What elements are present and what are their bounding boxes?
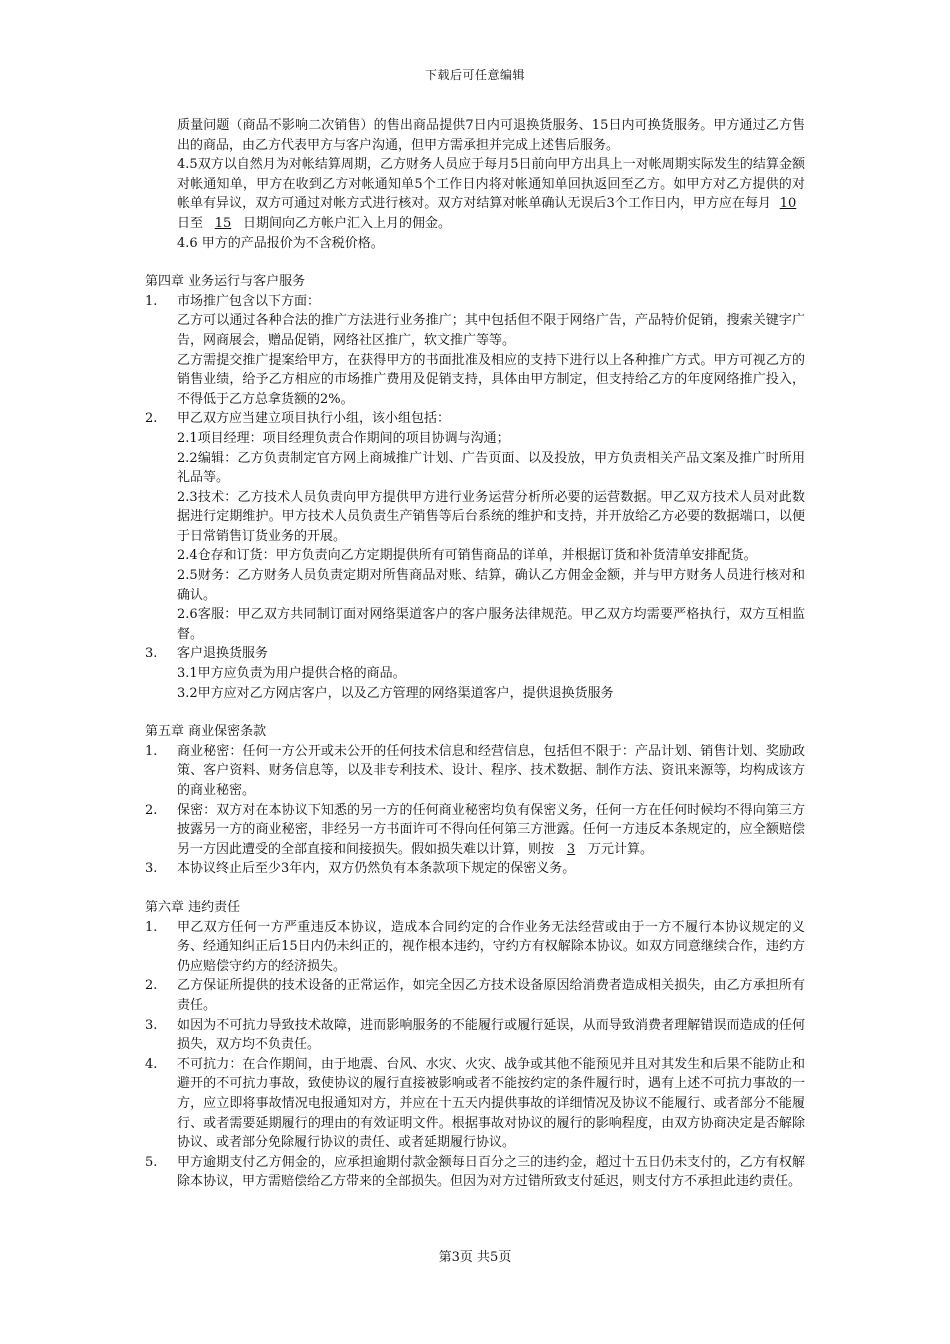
ch4-sub-2-5: 2.5财务：乙方财务人员负责定期对所售商品对账、结算，确认乙方佣金金额，并与甲方财务人员进行核对和确认。 — [177, 568, 805, 603]
chapter-5-title: 第五章 商业保密条款 — [145, 724, 267, 740]
ch4-item-1-para-2: 乙方需提交推广提案给甲方，在获得甲方的书面批准及相应的支持下进行以上各种推广方式。甲方可视乙方的销售业绩，给予乙方相应的市场推广费用及促销支持，具体由甲方制定，但支持给乙方的年度网络推广投入，不得低于乙方总拿货额的2%。 — [177, 352, 805, 407]
ch6-item-2: 2. 乙方保证所提供的技术设备的正常运作，如完全因乙方技术设备原因给消费者造成相关损失，由乙方承担所有责任。 — [145, 978, 805, 1013]
day-end-blank: 15 — [214, 215, 232, 231]
ch4-sub-3-2: 3.2甲方应对乙方网店客户，以及乙方管理的网络渠道客户，提供退换货服务 — [177, 685, 614, 701]
ch4-sub-2-3: 2.3技术：乙方技术人员负责向甲方提供甲方进行业务运营分析所必要的运营数据。甲乙双方技术人员对此数据进行定期维护。甲方技术人员负责生产销售等后台系统的维护和支持，并开放给乙方必要的数据端口，以便于日常销售订货业务的开展。 — [177, 489, 805, 544]
document-body — [145, 116, 805, 1192]
clause-4-5: 4.5双方以自然月为对帐结算周期，乙方财务人员应于每月5日前向甲方出具上一对帐周期实际发生的结算金额对帐通知单，甲方在收到乙方对帐通知单5个工作日内将对帐通知单回执返回至乙方。如甲方对乙方提供的对帐单有异议，双方可通过对帐方式进行核对。双方对结算对帐单确认无误后3个工作日内，甲方应在每月 10日至 15 日期间向乙方帐户汇入上月的佣金。 — [145, 155, 805, 233]
ch6-item-1: 1. 甲乙双方任何一方严重违反本协议，造成本合同约定的合作业务无法经营或由于一方不履行本协议规定的义务、经通知纠正后15日内仍未纠正的，视作根本违约，守约方有权解除本协议。如双方同意继续合作，违约方仍应赔偿守约方的经济损失。 — [145, 919, 805, 974]
ch4-sub-3-1: 3.1甲方应负责为用户提供合格的商品。 — [177, 666, 406, 682]
ch4-sub-2-4: 2.4仓存和订货：甲方负责向乙方定期提供所有可销售商品的详单，并根据订货和补货清单安排配货。 — [177, 548, 757, 564]
ch5-item-3: 3. 本协议终止后至少3年内，双方仍然负有本条款项下规定的保密义务。 — [145, 861, 576, 877]
ch4-item-1-para-1: 乙方可以通过各种合法的推广方法进行业务推广；其中包括但不限于网络广告，产品特价促销，搜索关键字广告，网商展会，赠品促销，网络社区推广，软文推广等等。 — [177, 313, 805, 348]
chapter-6-title: 第六章 违约责任 — [145, 899, 241, 915]
damages-amount-blank: 3 — [566, 841, 576, 857]
page-header: 下载后可任意编辑 — [424, 68, 525, 82]
ch4-sub-2-1: 2.1项目经理：项目经理负责合作期间的项目协调与沟通； — [177, 430, 510, 446]
ch6-item-3: 3. 如因为不可抗力导致技术故障，进而影响服务的不能履行或履行延误，从而导致消费者理解错误而造成的任何损失，双方均不负责任。 — [145, 1017, 805, 1053]
ch5-item-2: 2. 保密：双方对在本协议下知悉的另一方的任何商业秘密均负有保密义务，任何一方在任何时候均不得向第三方披露另一方的商业秘密，非经另一方书面许可不得向任何第三方泄露。任何一方违反本条规定的，应全额赔偿另一方因此遭受的全部直接和间接损失。假如损失难以计算，则按 3 万元计算。 — [145, 801, 805, 860]
chapter-4-title: 第四章 业务运行与客户服务 — [145, 274, 306, 290]
day-start-blank: 10 — [779, 196, 797, 212]
ch5-item-1: 1. 商业秘密：任何一方公开或未公开的任何技术信息和经营信息，包括但不限于：产品计划、销售计划、奖励政策、客户资料、财务信息等，以及非专利技术、设计、程序、技术数据、制作方法、资讯来源等，均构成该方的商业秘密。 — [145, 743, 805, 798]
ch4-sub-2-6: 2.6客服：甲乙双方共同制订面对网络渠道客户的客户服务法律规范。甲乙双方均需要严格执行，双方互相监督。 — [177, 607, 805, 642]
clause-4-6: 4.6 甲方的产品报价为不含税价格。 — [177, 235, 384, 251]
ch4-sub-2-2: 2.2编辑：乙方负责制定官方网上商城推广计划、广告页面、以及投放，甲方负责相关产品文案及推广时所用礼品等。 — [177, 450, 805, 486]
ch6-item-4: 4. 不可抗力：在合作期间，由于地震、台风、水灾、火灾、战争或其他不能预见并且对其发生和后果不能防止和避开的不可抗力事故，致使协议的履行直接被影响或者不能按约定的条件履行时，遇有上述不可抗力事故的一方，应立即将事故情况电报通知对方，并应在十五天内提供事故的详细情况及协议不能履行、或者部分不能履行、或者需要延期履行的理由的有效证明文件。根据事故对协议的履行的影响程度，由双方协商决定是否解除协议、或者部分免除履行协议的责任、或者延期履行协议。 — [145, 1056, 805, 1151]
ch6-item-5: 5. 甲方逾期支付乙方佣金的，应承担逾期付款金额每日百分之三的违约金，超过十五日仍未支付的，乙方有权解除本协议，甲方需赔偿给乙方带来的全部损失。但因为对方过错所致支付延迟，则支付方不承担此违约责任。 — [145, 1154, 805, 1190]
ch4-item-3: 3. 客户退换货服务 — [145, 646, 269, 662]
ch4-item-1: 1. 市场推广包含以下方面： — [145, 293, 321, 309]
after-sales-paragraph: 质量问题（商品不影响二次销售）的售出商品提供7日内可退换货服务、15日内可换货服务。甲方通过乙方售出的商品，由乙方代表甲方与客户沟通，但甲方需承担并完成上述售后服务。 — [177, 118, 805, 153]
page-footer: 第3页 共5页 — [438, 1250, 512, 1265]
ch4-item-2: 2. 甲乙双方应当建立项目执行小组，该小组包括： — [145, 411, 451, 427]
